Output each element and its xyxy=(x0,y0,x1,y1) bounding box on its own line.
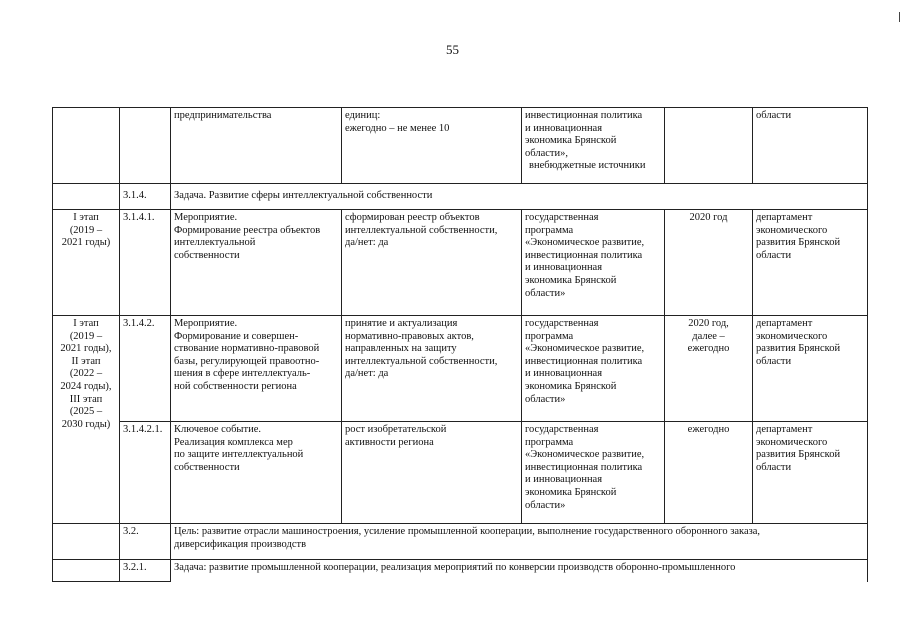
plan-table xyxy=(52,107,868,582)
task-cell: Задача. Развитие сферы интеллектуальной собственности xyxy=(171,184,868,210)
stage-cell xyxy=(53,560,120,582)
term-cell: ежегодно xyxy=(665,422,753,524)
indicator-cell: сформирован реестр объектов интеллектуальной собственности, да/нет: да xyxy=(342,210,522,316)
executor-cell: департамент экономического развития Брянской области xyxy=(753,422,868,524)
number-cell: 3.1.4.2. xyxy=(120,316,171,422)
source-cell: государственная программа «Экономическое развитие, инвестиционная политика и инновационная экономика Брянской области» xyxy=(522,422,665,524)
indicator-cell: рост изобретательской активности региона xyxy=(342,422,522,524)
task-cell: Задача: развитие промышленной кооперации, реализация мероприятий по конверсии производств оборонно-промышленного xyxy=(171,560,868,582)
number-cell: 3.2. xyxy=(120,524,171,560)
number-cell xyxy=(120,108,171,184)
stage-cell xyxy=(53,108,120,184)
table-row xyxy=(53,184,868,210)
executor-cell: области xyxy=(753,108,868,184)
activity-cell: Ключевое событие. Реализация комплекса мер по защите интеллектуальной собственности xyxy=(171,422,342,524)
number-cell: 3.2.1. xyxy=(120,560,171,582)
term-cell xyxy=(665,108,753,184)
table-row xyxy=(53,108,868,184)
indicator-cell: принятие и актуализация нормативно-правовых актов, направленных на защиту интеллектуальной собственности, да/нет: да xyxy=(342,316,522,422)
indicator-cell: единиц: ежегодно – не менее 10 xyxy=(342,108,522,184)
table-row xyxy=(53,316,868,422)
term-cell: 2020 год xyxy=(665,210,753,316)
activity-cell: предпринимательства xyxy=(171,108,342,184)
table-row xyxy=(53,422,868,524)
executor-cell: департамент экономического развития Брянской области xyxy=(753,316,868,422)
source-cell: инвестиционная политика и инновационная экономика Брянской области», внебюджетные источники xyxy=(522,108,665,184)
source-cell: государственная программа «Экономическое развитие, инвестиционная политика и инновационная экономика Брянской области» xyxy=(522,210,665,316)
stage-cell xyxy=(53,184,120,210)
term-cell: 2020 год, далее – ежегодно xyxy=(665,316,753,422)
activity-cell: Мероприятие. Формирование реестра объектов интеллектуальной собственности xyxy=(171,210,342,316)
number-cell: 3.1.4.2.1. xyxy=(120,422,171,524)
number-cell: 3.1.4.1. xyxy=(120,210,171,316)
edge-mark xyxy=(899,12,900,22)
goal-cell: Цель: развитие отрасли машиностроения, усиление промышленной кооперации, выполнение государственного оборонного заказа, диверсификация производств xyxy=(171,524,868,560)
activity-cell: Мероприятие. Формирование и совершен- ствование нормативно-правовой базы, регулирующей правоотно- шения в сфере интеллектуаль- ной собственности региона xyxy=(171,316,342,422)
table-row xyxy=(53,210,868,316)
executor-cell: департамент экономического развития Брянской области xyxy=(753,210,868,316)
stage-cell: I этап (2019 – 2021 годы), II этап (2022 – 2024 годы), III этап (2025 – 2030 годы) xyxy=(53,316,120,524)
table-row xyxy=(53,560,868,582)
number-cell: 3.1.4. xyxy=(120,184,171,210)
page-number: 55 xyxy=(446,42,459,57)
stage-cell: I этап (2019 – 2021 годы) xyxy=(53,210,120,316)
source-cell: государственная программа «Экономическое развитие, инвестиционная политика и инновационная экономика Брянской области» xyxy=(522,316,665,422)
stage-cell xyxy=(53,524,120,560)
table-row xyxy=(53,524,868,560)
